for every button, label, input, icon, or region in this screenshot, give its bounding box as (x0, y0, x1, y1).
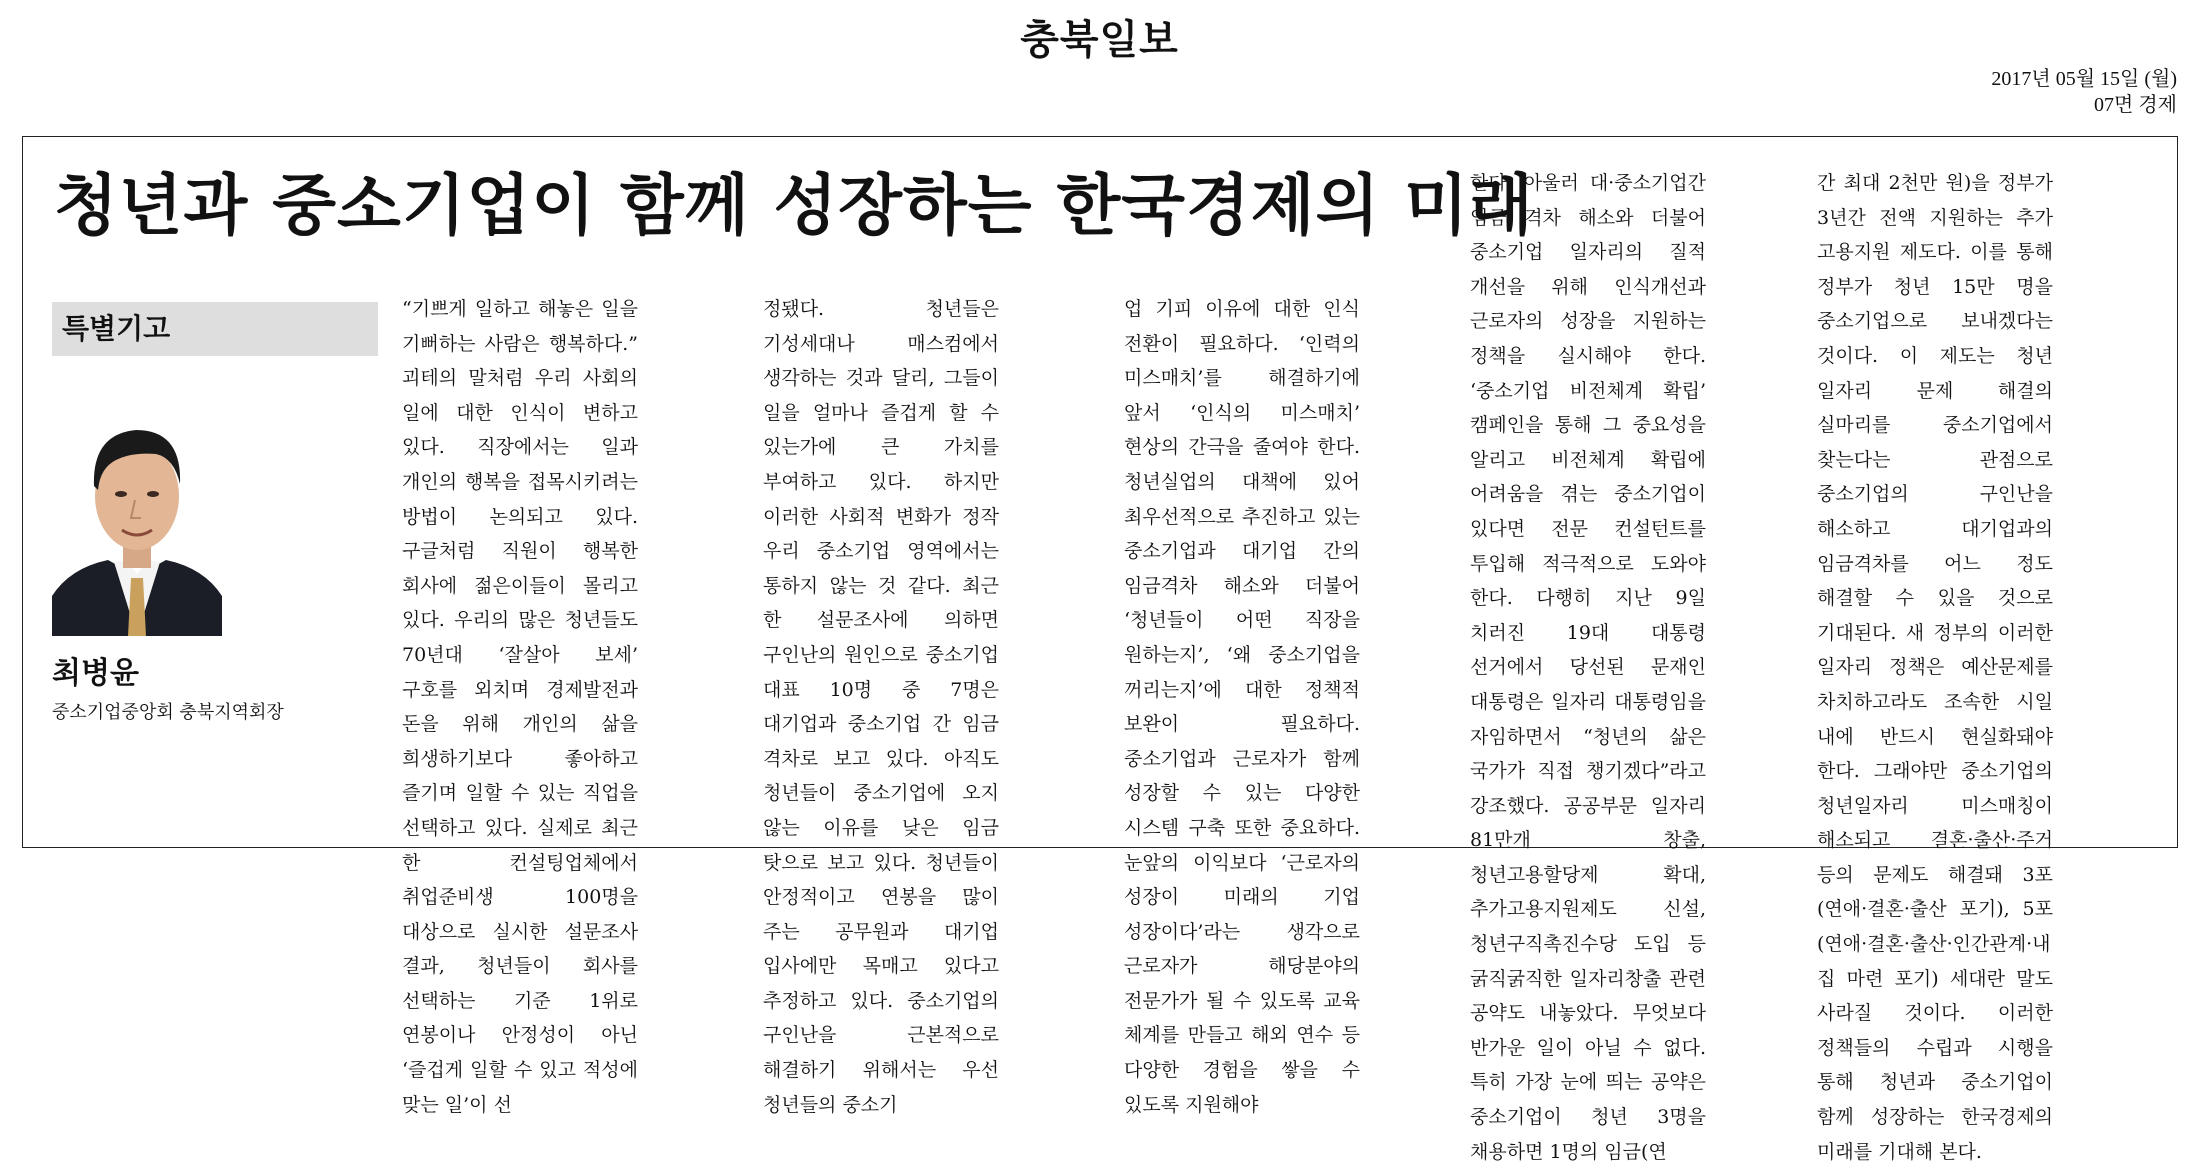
publication-meta (1991, 66, 2177, 118)
article-column-1: “기쁘게 일하고 해놓은 일을 기뻐하는 사람은 행복하다.” 괴테의 말처럼 우리 사회의 일에 대한 인식이 변하고 있다. 직장에서는 일과 개인의 행복을 접목시키려는 방법이 논의되고 있다. 구글처럼 직원이 행복한 회사에 젊은이들이 몰리고 있다. 우리의 많은 청년들도 70년대 ‘잘살아 보세’ 구호를 외치며 경제발전과 돈을 위해 개인의 삶을 희생하기보다 좋아하고 즐기며 일할 수 있는 직업을 선택하고 있다. 실제로 최근 한 컨설팅업체에서 취업준비생 100명을 대상으로 실시한 설문조사 결과, 청년들이 회사를 선택하는 기준 1위로 연봉이나 안정성이 아닌 ‘즐겁게 일할 수 있고 적성에 맞는 일’이 선 (402, 298, 638, 1116)
article-column-3: 업 기피 이유에 대한 인식 전환이 필요하다. ‘인력의 미스매치’를 해결하기에 앞서 ‘인식의 미스매치’ 현상의 간극을 줄여야 한다. 청년실업의 대책에 있어 최우선적으로 추진하고 있는 중소기업과 대기업 간의 임금격차 해소와 더불어 ‘청년들이 어떤 직장을 원하는지’, ‘왜 중소기업을 꺼리는지’에 대한 정책적 보완이 필요하다. 중소기업과 근로자가 함께 성장할 수 있는 다양한 시스템 구축 또한 중요하다. 눈앞의 이익보다 ‘근로자의 성장이 미래의 기업 성장이다’라는 생각으로 근로자가 해당분야의 전문가가 될 수 있도록 교육 체계를 만들고 해외 연수 등 다양한 경험을 쌓을 수 있도록 지원해야 (1124, 298, 1360, 1116)
article-column-2: 정됐다. 청년들은 기성세대나 매스컴에서 생각하는 것과 달리, 그들이 일을 얼마나 즐겁게 할 수 있는가에 큰 가치를 부여하고 있다. 하지만 이러한 사회적 변화가 정작 우리 중소기업 영역에서는 통하지 않는 것 같다. 최근 한 설문조사에 의하면 구인난의 원인으로 중소기업 대표 10명 중 7명은 대기업과 중소기업 간 임금 격차로 보고 있다. 아직도 청년들이 중소기업에 오지 않는 이유를 낮은 임금 탓으로 보고 있다. 청년들이 안정적이고 연봉을 많이 주는 공무원과 대기업 입사에만 목매고 있다고 추정하고 있다. 중소기업의 구인난을 근본적으로 해결하기 위해서는 우선 청년들의 중소기 (763, 298, 999, 1116)
article-column-5: 간 최대 2천만 원)을 정부가 3년간 전액 지원하는 추가 고용지원 제도다. 이를 통해 정부가 청년 15만 명을 중소기업으로 보내겠다는 것이다. 이 제도는 청년 일자리 문제 해결의 실마리를 중소기업에서 찾는다는 관점으로 중소기업의 구인난을 해소하고 대기업과의 임금격차를 어느 정도 해결할 수 있을 것으로 기대된다. 새 정부의 이러한 일자리 정책은 예산문제를 차치하고라도 조속한 시일 내에 반드시 현실화돼야 한다. 그래야만 중소기업의 청년일자리 미스매칭이 해소되고 결혼·출산·주거 등의 문제도 해결돼 3포(연애·결혼·출산 포기), 5포(연애·결혼·출산·인간관계·내 집 마련 포기) 세대란 말도 사라질 것이다. 이러한 정책들의 수립과 시행을 통해 청년과 중소기업이 함께 성장하는 한국경제의 미래를 기대해 본다. (1817, 172, 2053, 1163)
publication-date: 2017년 05월 15일 (월) (1991, 68, 2177, 90)
newspaper-masthead: 충북일보 (1020, 17, 1179, 63)
author-title: 중소기업중앙회 충북지역회장 (52, 702, 284, 723)
page-section: 07면 경제 (2094, 94, 2177, 116)
section-tag: 특별기고 (52, 302, 378, 356)
author-photo (52, 400, 222, 636)
article-column-4: 한다. 아울러 대·중소기업간 임금 격차 해소와 더불어 중소기업 일자리의 질적 개선을 위해 인식개선과 근로자의 성장을 지원하는 정책을 실시해야 한다. ‘중소기업 비전체계 확립’ 캠페인을 통해 그 중요성을 알리고 비전체계 확립에 어려움을 겪는 중소기업이 있다면 전문 컨설턴트를 투입해 적극적으로 도와야 한다. 다행히 지난 9일 치러진 19대 대통령 선거에서 당선된 문재인 대통령은 일자리 대통령임을 자임하면서 “청년의 삶은 국가가 직접 챙기겠다”라고 강조했다. 공공부문 일자리 81만개 창출, 청년고용할당제 확대, 추가고용지원제도 신설, 청년구직촉진수당 도입 등 굵직굵직한 일자리창출 관련 공약도 내놓았다. 무엇보다 반가운 일이 아닐 수 없다. 특히 가장 눈에 띄는 공약은 중소기업이 청년 3명을 채용하면 1명의 임금(연 (1470, 172, 1706, 1163)
author-name: 최병윤 (52, 656, 139, 691)
article-headline: 청년과 중소기업이 함께 성장하는 한국경제의 미래 (54, 167, 1534, 244)
